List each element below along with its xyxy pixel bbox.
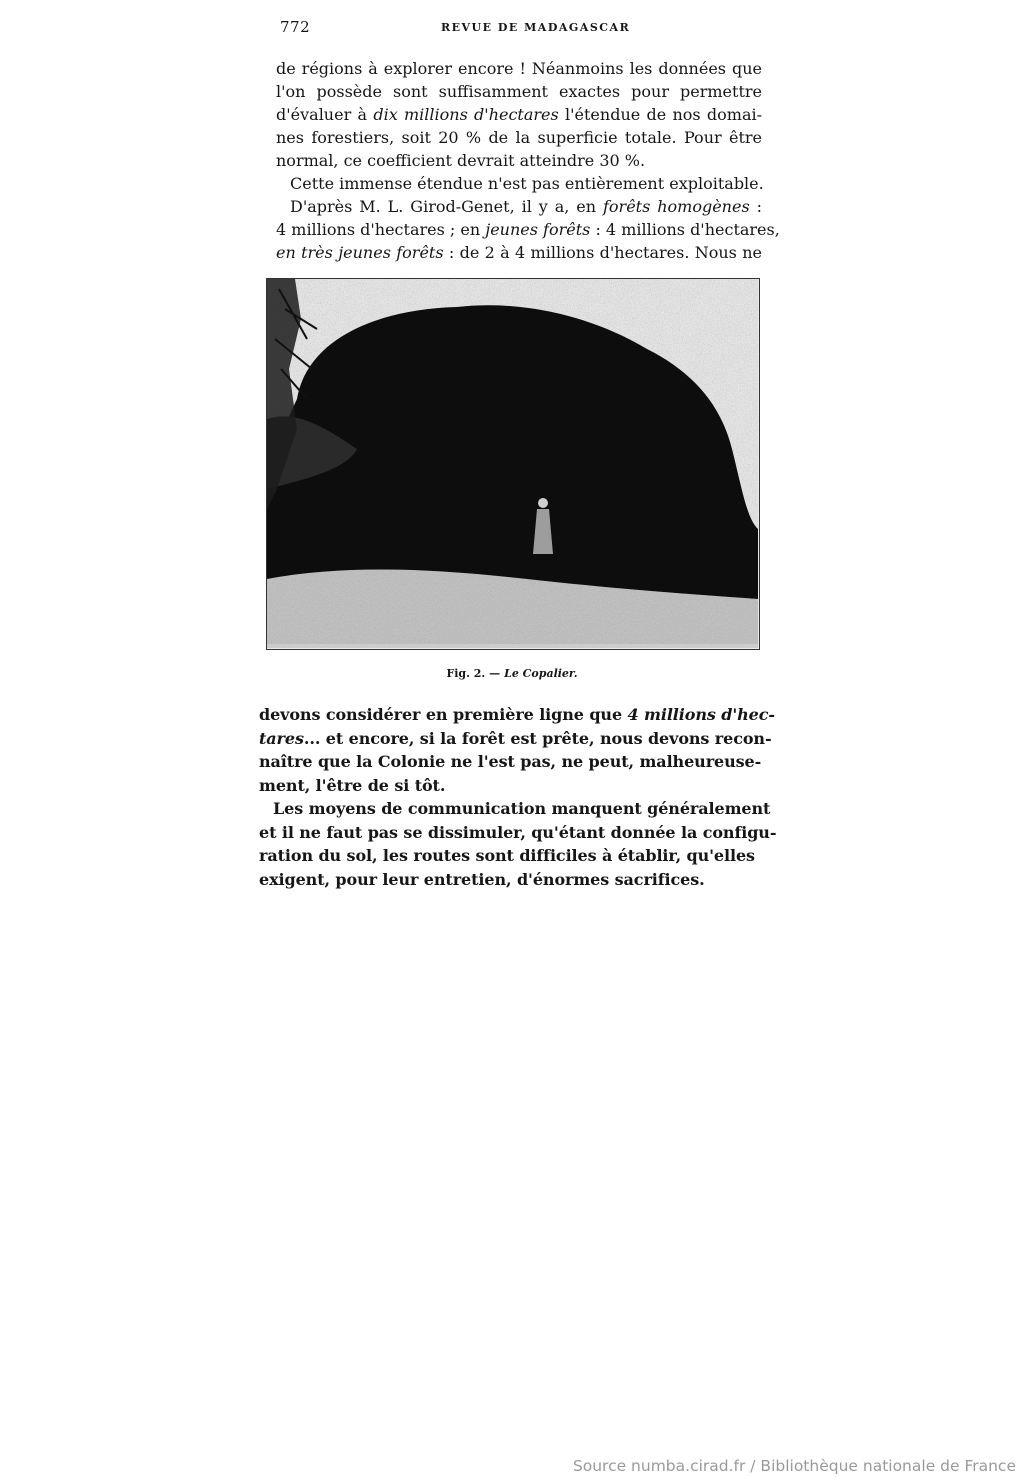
source-footer: Source numba.cirad.fr / Bibliothèque nationale de France: [572, 1457, 1016, 1475]
text-span: d'évaluer à: [276, 105, 374, 124]
text-span: l'étendue de nos domai-: [558, 105, 763, 124]
text-span: : de 2 à 4 millions d'hectares. Nous ne: [443, 243, 762, 262]
caption-figure-number: Fig. 2. —: [446, 667, 501, 680]
italic-span: en très jeunes forêts: [276, 243, 444, 262]
figure-photo: [266, 278, 760, 650]
text-span: devons considérer en première ligne que: [259, 705, 628, 724]
text-line: [276, 103, 762, 126]
text-line: [276, 195, 762, 218]
text-line: et il ne faut pas se dissimuler, qu'étant donnée la configu-: [259, 822, 777, 842]
copal-tree-photo: [267, 279, 758, 648]
text-line: nes forestiers, soit 20 % de la superficie totale. Pour être: [276, 128, 762, 147]
caption-title: Le Copalier.: [504, 667, 578, 680]
text-line: [276, 241, 762, 264]
text-line: l'on possède sont suffisamment exactes pour permettre: [276, 82, 762, 101]
text-line: Cette immense étendue n'est pas entièrement exploitable.: [290, 174, 764, 193]
text-span: ... et encore, si la forêt est prête, nous devons recon-: [303, 728, 772, 748]
italic-span: 4 millions d'hec-: [627, 705, 775, 724]
text-block-top: [276, 57, 780, 264]
text-line: [259, 703, 775, 727]
running-head: REVUE DE MADAGASCAR: [441, 21, 631, 34]
text-span: 4 millions d'hectares ; en: [276, 220, 486, 239]
italic-span: dix millions d'hectares: [373, 105, 559, 124]
text-line: naître que la Colonie ne l'est pas, ne peut, malheureuse-: [259, 752, 762, 771]
page-number: 772: [280, 18, 311, 36]
text-block-bottom: [259, 703, 777, 891]
text-span: : 4 millions d'hectares,: [590, 220, 780, 239]
text-line: ment, l'être de si tôt.: [259, 775, 446, 795]
text-line: [259, 727, 772, 751]
text-line: ration du sol, les routes sont difficiles à établir, qu'elles: [259, 846, 755, 865]
text-line: Les moyens de communication manquent généralement: [273, 799, 771, 818]
text-line: normal, ce coefficient devrait atteindre 30 %.: [276, 151, 646, 170]
italic-span: tares: [259, 728, 304, 748]
italic-span: forêts homogènes: [602, 197, 750, 216]
figure-caption: [0, 667, 1024, 680]
text-line: de régions à explorer encore ! Néanmoins les données que: [276, 59, 762, 78]
text-line: [276, 218, 780, 241]
italic-span: jeunes forêts: [485, 220, 591, 239]
text-line: exigent, pour leur entretien, d'énormes sacrifices.: [259, 869, 705, 889]
text-span: :: [749, 197, 762, 216]
text-span: D'après M. L. Girod-Genet, il y a, en: [290, 197, 603, 216]
